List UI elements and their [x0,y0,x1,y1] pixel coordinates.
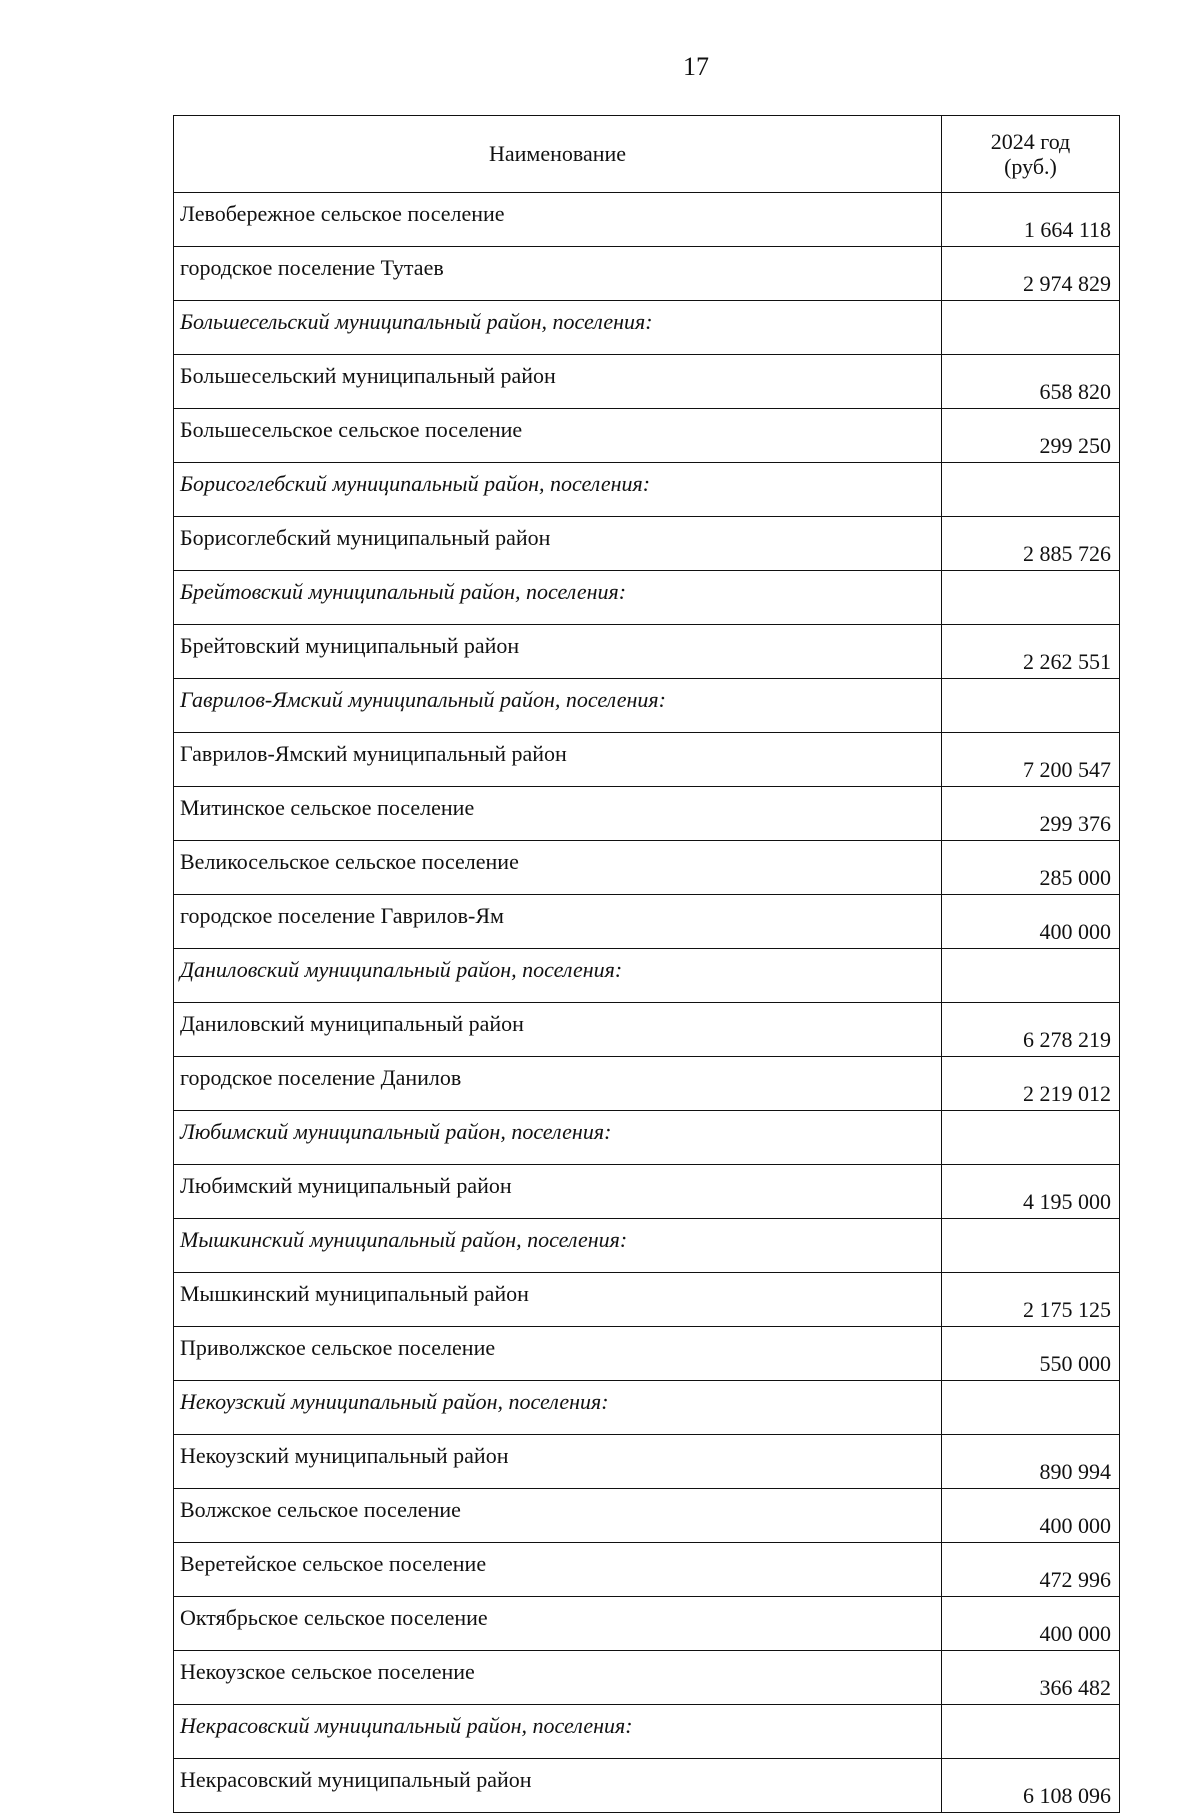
row-amount: 299 376 [942,787,1120,841]
header-name: Наименование [174,116,942,193]
row-name: городское поселение Тутаев [174,247,942,301]
section-row [174,1111,1120,1165]
table-header-row [174,116,1120,193]
table-row [174,409,1120,463]
row-amount: 658 820 [942,355,1120,409]
row-amount: 2 974 829 [942,247,1120,301]
row-amount [942,679,1120,733]
table-row [174,193,1120,247]
table-row [174,1003,1120,1057]
row-amount: 6 278 219 [942,1003,1120,1057]
row-amount [942,1219,1120,1273]
page-number: 17 [683,52,709,81]
row-amount: 1 664 118 [942,193,1120,247]
row-amount: 2 885 726 [942,517,1120,571]
row-name: Гаврилов-Ямский муниципальный район [174,733,942,787]
row-name: Некрасовский муниципальный район [174,1759,942,1813]
row-name: Большесельский муниципальный район, поселения: [174,301,942,355]
row-amount [942,1705,1120,1759]
row-name: Мышкинский муниципальный район [174,1273,942,1327]
row-name: Октябрьское сельское поселение [174,1597,942,1651]
table-row [174,787,1120,841]
row-amount: 299 250 [942,409,1120,463]
row-name: Большесельское сельское поселение [174,409,942,463]
row-name: Некоузский муниципальный район [174,1435,942,1489]
table-row [174,625,1120,679]
row-amount: 400 000 [942,1489,1120,1543]
table-row [174,1489,1120,1543]
table-row [174,1327,1120,1381]
row-name: Даниловский муниципальный район, поселения: [174,949,942,1003]
section-row [174,949,1120,1003]
header-amount: 2024 год (руб.) [942,116,1120,193]
section-row [174,463,1120,517]
row-amount: 400 000 [942,1597,1120,1651]
row-name: городское поселение Данилов [174,1057,942,1111]
section-row [174,1705,1120,1759]
section-row [174,1381,1120,1435]
table-row [174,1057,1120,1111]
table-row [174,247,1120,301]
row-amount: 6 108 096 [942,1759,1120,1813]
table-row [174,1435,1120,1489]
row-amount: 400 000 [942,895,1120,949]
row-name: Гаврилов-Ямский муниципальный район, поселения: [174,679,942,733]
row-amount: 366 482 [942,1651,1120,1705]
table-row [174,1165,1120,1219]
row-amount: 4 195 000 [942,1165,1120,1219]
row-name: Приволжское сельское поселение [174,1327,942,1381]
row-amount [942,949,1120,1003]
row-name: Левобережное сельское поселение [174,193,942,247]
row-amount [942,571,1120,625]
table-row [174,733,1120,787]
row-name: Некоузское сельское поселение [174,1651,942,1705]
row-name: Любимский муниципальный район, поселения: [174,1111,942,1165]
table-body [174,193,1120,1813]
table-row [174,895,1120,949]
row-name: Некрасовский муниципальный район, поселения: [174,1705,942,1759]
table-row [174,1759,1120,1813]
table-row [174,355,1120,409]
table-row [174,1651,1120,1705]
row-name: Любимский муниципальный район [174,1165,942,1219]
table-row [174,1597,1120,1651]
row-name: Борисоглебский муниципальный район, поселения: [174,463,942,517]
section-row [174,301,1120,355]
row-amount [942,301,1120,355]
row-amount: 550 000 [942,1327,1120,1381]
table-row [174,1273,1120,1327]
row-amount: 890 994 [942,1435,1120,1489]
row-name: Даниловский муниципальный район [174,1003,942,1057]
section-row [174,1219,1120,1273]
row-name: Большесельский муниципальный район [174,355,942,409]
row-name: Брейтовский муниципальный район, поселения: [174,571,942,625]
row-amount: 2 175 125 [942,1273,1120,1327]
row-name: Веретейское сельское поселение [174,1543,942,1597]
table-row [174,517,1120,571]
row-name: Брейтовский муниципальный район [174,625,942,679]
section-row [174,571,1120,625]
table-row [174,841,1120,895]
row-amount [942,1111,1120,1165]
row-amount: 2 219 012 [942,1057,1120,1111]
row-amount: 2 262 551 [942,625,1120,679]
section-row [174,679,1120,733]
row-name: Митинское сельское поселение [174,787,942,841]
row-amount: 472 996 [942,1543,1120,1597]
row-name: Некоузский муниципальный район, поселения: [174,1381,942,1435]
row-amount: 7 200 547 [942,733,1120,787]
row-amount [942,463,1120,517]
row-name: городское поселение Гаврилов-Ям [174,895,942,949]
row-name: Волжское сельское поселение [174,1489,942,1543]
row-name: Мышкинский муниципальный район, поселения: [174,1219,942,1273]
budget-table [173,115,1120,1813]
row-amount: 285 000 [942,841,1120,895]
row-name: Борисоглебский муниципальный район [174,517,942,571]
table-row [174,1543,1120,1597]
row-amount [942,1381,1120,1435]
row-name: Великосельское сельское поселение [174,841,942,895]
